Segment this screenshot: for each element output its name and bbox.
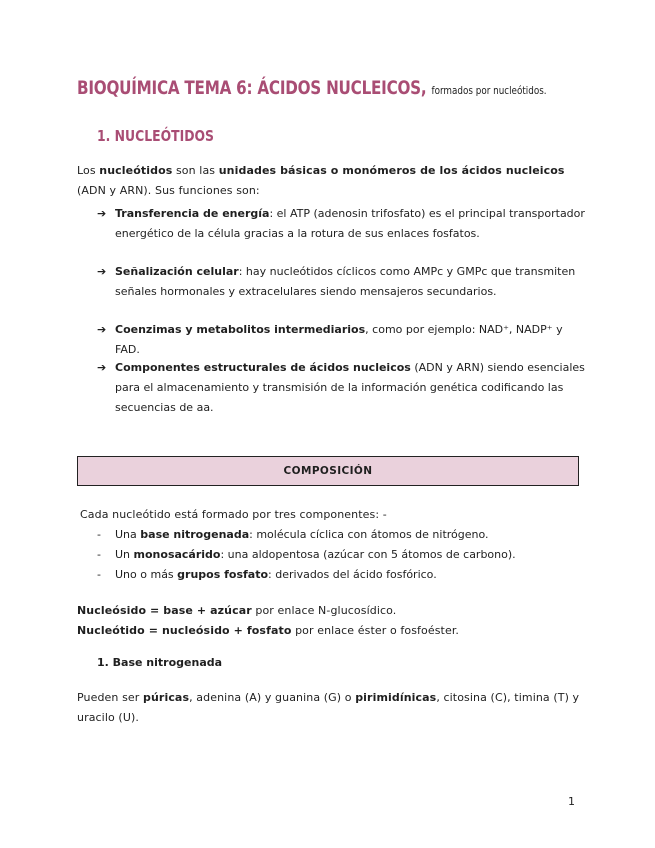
subsection-heading-base: 1. Base nitrogenada <box>97 656 223 669</box>
function-title: Transferencia de energía <box>115 207 270 220</box>
intro-text: son las <box>172 164 219 177</box>
item-text: Un <box>115 548 134 561</box>
para-text: , adenina (A) y guanina (G) o <box>189 691 356 704</box>
definition-bold: Nucleótido = nucleósido + fosfato <box>77 624 292 637</box>
intro-bold-definition: unidades básicas o monómeros de los ácidos nucleicos <box>218 164 565 177</box>
intro-bold-term: nucleótidos <box>99 164 173 177</box>
bases-paragraph <box>77 688 587 728</box>
nucleotide-definition <box>77 621 587 641</box>
nucleoside-definition <box>77 601 587 621</box>
composition-title: COMPOSICIÓN <box>283 465 373 477</box>
composition-header-box <box>77 456 579 486</box>
para-bold: púricas <box>143 691 190 704</box>
dash-marker: - <box>97 528 101 541</box>
item-bold: grupos fosfato <box>177 568 269 581</box>
arrow-icon: ➔ <box>97 361 107 374</box>
function-item-coenzymes <box>97 320 587 360</box>
function-text: : el ATP (adenosin trifosfato) es el principal transportador energético de la célula gracias a la rotura de sus enlaces fosfatos. <box>115 207 585 240</box>
component-item-sugar <box>97 545 516 565</box>
intro-paragraph <box>77 161 587 201</box>
para-text: , citosina (C), timina (T) y uracilo (U). <box>77 691 580 724</box>
item-bold: base nitrogenada <box>140 528 250 541</box>
function-item-signaling <box>97 262 587 302</box>
item-text: Uno o más <box>115 568 178 581</box>
item-text: : derivados del ácido fosfórico. <box>268 568 437 581</box>
arrow-icon: ➔ <box>97 265 107 278</box>
function-title: Coenzimas y metabolitos intermediarios <box>115 323 366 336</box>
function-item-energy <box>97 204 587 244</box>
title-main: BIOQUÍMICA TEMA 6: ÁCIDOS NUCLEICOS, <box>77 77 427 99</box>
definition-text: por enlace N-glucosídico. <box>251 604 397 617</box>
function-text: : hay nucleótidos cíclicos como AMPc y GMPc que transmiten señales hormonales y extracelulares siendo mensajeros secundarios. <box>115 265 576 298</box>
para-text: Pueden ser <box>77 691 144 704</box>
dash-marker: - <box>97 548 101 561</box>
item-text: Una <box>115 528 141 541</box>
component-item-phosphate <box>97 565 437 585</box>
para-bold: pirimidínicas <box>355 691 437 704</box>
section-heading-nucleotidos: 1. NUCLEÓTIDOS <box>97 127 214 145</box>
dash-marker: - <box>97 568 101 581</box>
function-item-structural <box>97 358 587 418</box>
intro-text: Los <box>77 164 100 177</box>
page-number: 1 <box>568 795 575 808</box>
arrow-icon: ➔ <box>97 207 107 220</box>
function-title: Señalización celular <box>115 265 239 278</box>
item-text: : una aldopentosa (azúcar con 5 átomos de carbono). <box>220 548 516 561</box>
arrow-icon: ➔ <box>97 323 107 336</box>
definition-bold: Nucleósido = base + azúcar <box>77 604 252 617</box>
composition-intro: Cada nucleótido está formado por tres componentes: - <box>80 508 387 521</box>
definition-text: por enlace éster o fosfoéster. <box>291 624 460 637</box>
intro-text: (ADN y ARN). Sus funciones son: <box>77 184 260 197</box>
document-title <box>77 77 547 99</box>
item-bold: monosacárido <box>133 548 221 561</box>
component-item-base <box>97 525 489 545</box>
function-text: , como por ejemplo: NAD⁺, NADP⁺ y FAD. <box>115 323 563 356</box>
item-text: : molécula cíclica con átomos de nitrógeno. <box>249 528 489 541</box>
title-subtitle: formados por nucleótidos. <box>431 84 547 97</box>
function-title: Componentes estructurales de ácidos nucleicos <box>115 361 411 374</box>
function-text: (ADN y ARN) siendo esenciales para el almacenamiento y transmisión de la información genética codificando las secuencias de aa. <box>115 361 585 414</box>
